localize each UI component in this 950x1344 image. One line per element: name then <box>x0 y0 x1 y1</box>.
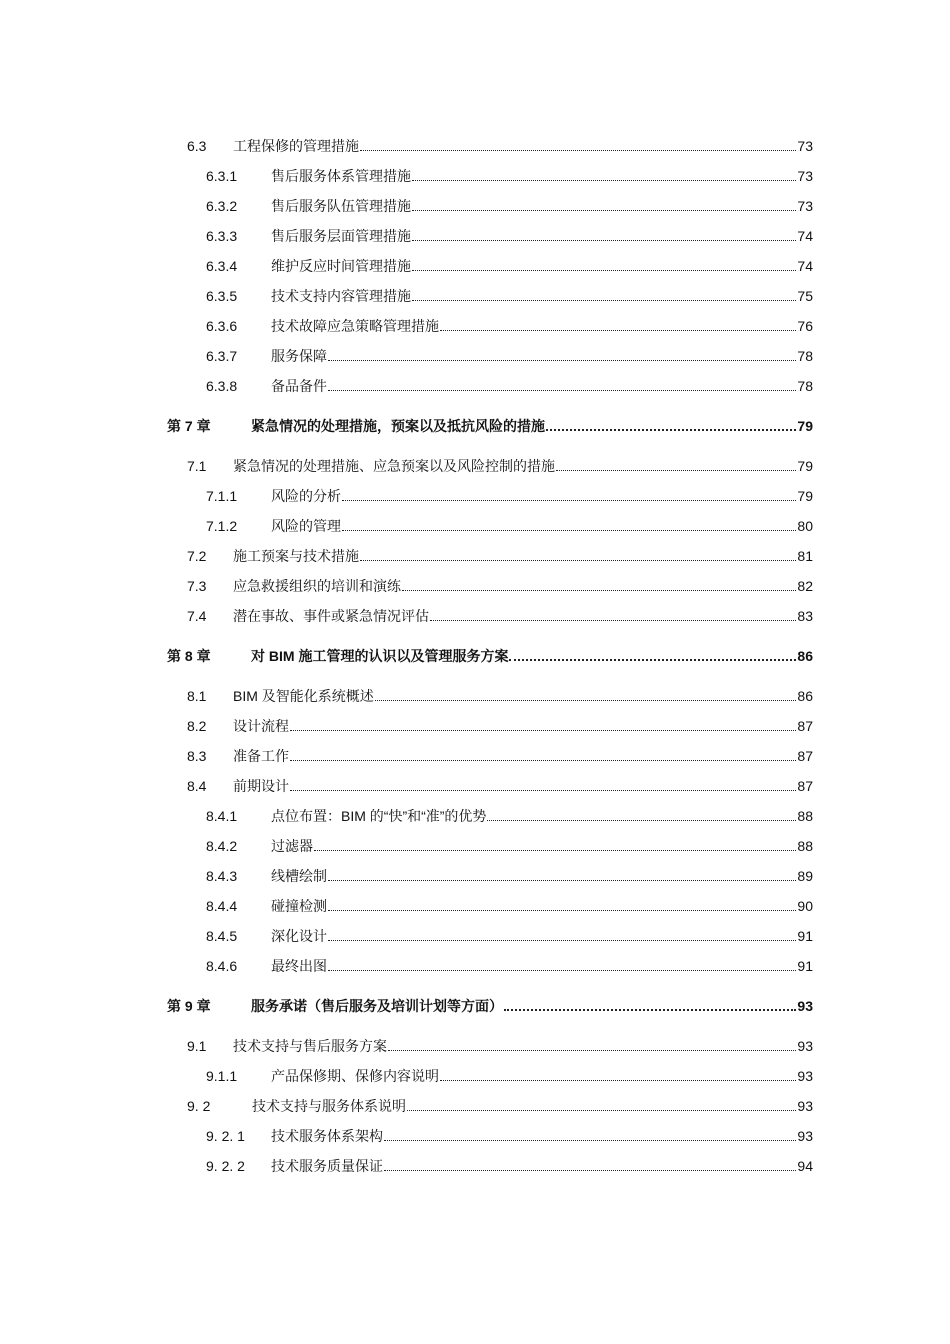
toc-title: 售后服务层面管理措施 <box>271 228 411 244</box>
toc-title: 紧急情况的处理措施、应急预案以及风险控制的措施 <box>233 458 555 474</box>
toc-title: 设计流程 <box>233 718 289 734</box>
toc-number: 9.1.1 <box>206 1068 238 1084</box>
toc-entry[interactable] <box>206 374 813 396</box>
toc-page-number: 94 <box>797 1158 813 1174</box>
toc-number: 6.3.5 <box>206 288 238 304</box>
toc-number: 9. 2. 1 <box>206 1128 245 1144</box>
toc-title: 线槽绘制 <box>271 868 327 884</box>
toc-number: 7.1 <box>187 458 207 474</box>
toc-page-number: 73 <box>797 138 813 154</box>
dot-leader <box>384 1170 796 1171</box>
toc-title: 前期设计 <box>233 778 289 794</box>
dot-leader <box>546 429 796 431</box>
toc-number: 7.4 <box>187 608 207 624</box>
dot-leader <box>509 659 796 661</box>
toc-entry[interactable] <box>187 714 813 736</box>
toc-page-number: 89 <box>797 868 813 884</box>
toc-title: 应急救援组织的培训和演练 <box>233 578 401 594</box>
toc-title: 最终出图 <box>271 958 327 974</box>
toc-page-number: 82 <box>797 578 813 594</box>
toc-entry[interactable] <box>187 134 813 156</box>
toc-page-number: 81 <box>797 548 813 564</box>
toc-page-number: 74 <box>797 258 813 274</box>
toc-number: 8.4.1 <box>206 808 238 824</box>
toc-title: 点位布置：BIM 的“快”和“准”的优势 <box>271 808 487 824</box>
toc-number: 8.4 <box>187 778 207 794</box>
toc-number: 7.1.2 <box>206 518 238 534</box>
toc-entry[interactable] <box>206 1154 813 1176</box>
toc-page-number: 88 <box>797 808 813 824</box>
dot-leader <box>430 620 796 621</box>
toc-entry[interactable] <box>206 804 813 826</box>
toc-title: 技术支持与售后服务方案 <box>233 1038 387 1054</box>
toc-number: 6.3.6 <box>206 318 238 334</box>
dot-leader <box>360 560 796 561</box>
toc-number: 8.4.2 <box>206 838 238 854</box>
toc-entry[interactable] <box>206 924 813 946</box>
toc-number: 6.3.1 <box>206 168 238 184</box>
toc-chapter-entry[interactable] <box>167 414 813 436</box>
toc-number: 6.3.8 <box>206 378 238 394</box>
toc-page-number: 83 <box>797 608 813 624</box>
toc-title: 产品保修期、保修内容说明 <box>271 1068 439 1084</box>
toc-page-number: 93 <box>797 1098 813 1114</box>
toc-page-number: 93 <box>797 1128 813 1144</box>
toc-entry[interactable] <box>206 1124 813 1146</box>
toc-page-number: 93 <box>797 998 813 1014</box>
toc-page-number: 90 <box>797 898 813 914</box>
toc-page-number: 86 <box>797 648 813 664</box>
toc-title: 技术支持与服务体系说明 <box>252 1098 406 1114</box>
toc-entry[interactable] <box>206 284 813 306</box>
dot-leader <box>290 760 796 761</box>
toc-chapter-title: 对 BIM 施工管理的认识以及管理服务方案 <box>251 648 509 664</box>
dot-leader <box>342 530 796 531</box>
toc-page-number: 93 <box>797 1038 813 1054</box>
toc-page-number: 78 <box>797 378 813 394</box>
toc-title: BIM 及智能化系统概述 <box>233 688 374 704</box>
toc-page-number: 73 <box>797 198 813 214</box>
dot-leader <box>412 300 796 301</box>
toc-number: 6.3 <box>187 138 207 154</box>
toc-page-number: 78 <box>797 348 813 364</box>
dot-leader <box>328 970 796 971</box>
toc-page-number: 80 <box>797 518 813 534</box>
dot-leader <box>402 590 796 591</box>
toc-entry[interactable] <box>206 484 813 506</box>
toc-title: 备品备件 <box>271 378 327 394</box>
toc-entry[interactable] <box>187 574 813 596</box>
dot-leader <box>440 330 796 331</box>
toc-title: 深化设计 <box>271 928 327 944</box>
toc-number: 6.3.4 <box>206 258 238 274</box>
dot-leader <box>412 180 796 181</box>
toc-number: 8.2 <box>187 718 207 734</box>
toc-title: 售后服务体系管理措施 <box>271 168 411 184</box>
dot-leader <box>328 880 796 881</box>
toc-number: 8.4.5 <box>206 928 238 944</box>
toc-chapter-title: 紧急情况的处理措施，预案以及抵抗风险的措施 <box>251 418 545 434</box>
toc-entry[interactable] <box>206 224 813 246</box>
dot-leader <box>342 500 796 501</box>
toc-page-number: 79 <box>797 488 813 504</box>
dot-leader <box>504 1009 796 1011</box>
dot-leader <box>440 1080 796 1081</box>
toc-number: 7.3 <box>187 578 207 594</box>
toc-number: 6.3.3 <box>206 228 238 244</box>
toc-number: 9.1 <box>187 1038 207 1054</box>
dot-leader <box>487 820 796 821</box>
toc-entry[interactable] <box>206 834 813 856</box>
dot-leader <box>407 1110 796 1111</box>
toc-title: 风险的分析 <box>271 488 341 504</box>
toc-entry[interactable] <box>187 544 813 566</box>
toc-number: 6.3.2 <box>206 198 238 214</box>
dot-leader <box>290 790 796 791</box>
toc-title: 售后服务队伍管理措施 <box>271 198 411 214</box>
toc-page-number: 76 <box>797 318 813 334</box>
toc-entry[interactable] <box>206 514 813 536</box>
toc-page-number: 93 <box>797 1068 813 1084</box>
dot-leader <box>328 360 796 361</box>
dot-leader <box>328 390 796 391</box>
toc-entry[interactable] <box>206 1064 813 1086</box>
toc-entry[interactable] <box>206 194 813 216</box>
toc-title: 技术支持内容管理措施 <box>271 288 411 304</box>
toc-entry[interactable] <box>206 894 813 916</box>
toc-entry[interactable] <box>206 864 813 886</box>
toc-title: 潜在事故、事件或紧急情况评估 <box>233 608 429 624</box>
toc-number: 8.4.6 <box>206 958 238 974</box>
toc-page-number: 87 <box>797 718 813 734</box>
toc-number: 8.1 <box>187 688 207 704</box>
toc-number: 8.4.3 <box>206 868 238 884</box>
toc-title: 过滤器 <box>271 838 313 854</box>
dot-leader <box>556 470 796 471</box>
toc-entry[interactable] <box>187 1094 813 1116</box>
toc-entry[interactable] <box>187 604 813 626</box>
toc-number: 8.3 <box>187 748 207 764</box>
toc-chapter-number: 第 8 章 <box>167 648 211 664</box>
dot-leader <box>290 730 796 731</box>
dot-leader <box>384 1140 796 1141</box>
toc-title: 工程保修的管理措施 <box>233 138 359 154</box>
toc-page-number: 91 <box>797 958 813 974</box>
dot-leader <box>375 700 797 701</box>
toc-page-number: 74 <box>797 228 813 244</box>
toc-entry[interactable] <box>187 744 813 766</box>
dot-leader <box>328 910 796 911</box>
toc-entry[interactable] <box>187 454 813 476</box>
toc-page-number: 87 <box>797 778 813 794</box>
toc-title: 技术故障应急策略管理措施 <box>271 318 439 334</box>
toc-title: 技术服务体系架构 <box>271 1128 383 1144</box>
dot-leader <box>412 240 796 241</box>
toc-chapter-entry[interactable] <box>167 994 813 1016</box>
toc-entry[interactable] <box>206 164 813 186</box>
toc-page-number: 79 <box>797 418 813 434</box>
dot-leader <box>314 850 796 851</box>
toc-title: 风险的管理 <box>271 518 341 534</box>
toc-page-number: 87 <box>797 748 813 764</box>
toc-title: 施工预案与技术措施 <box>233 548 359 564</box>
toc-entry[interactable] <box>187 684 813 706</box>
toc-number: 9. 2. 2 <box>206 1158 245 1174</box>
toc-chapter-number: 第 7 章 <box>167 418 211 434</box>
toc-page-number: 73 <box>797 168 813 184</box>
toc-page-number: 79 <box>797 458 813 474</box>
dot-leader <box>412 270 796 271</box>
toc-title: 碰撞检测 <box>271 898 327 914</box>
toc-page-number: 86 <box>797 688 813 704</box>
toc-number: 9. 2 <box>187 1098 211 1114</box>
toc-page-number: 91 <box>797 928 813 944</box>
dot-leader <box>328 940 796 941</box>
dot-leader <box>412 210 796 211</box>
toc-title: 技术服务质量保证 <box>271 1158 383 1174</box>
toc-chapter-title: 服务承诺（售后服务及培训计划等方面） <box>251 998 503 1014</box>
toc-entry[interactable] <box>206 254 813 276</box>
toc-entry[interactable] <box>206 344 813 366</box>
toc-chapter-number: 第 9 章 <box>167 998 211 1014</box>
toc-entry[interactable] <box>187 1034 813 1056</box>
toc-page-number: 88 <box>797 838 813 854</box>
dot-leader <box>388 1050 796 1051</box>
toc-number: 6.3.7 <box>206 348 238 364</box>
toc-page-number: 75 <box>797 288 813 304</box>
toc-chapter-entry[interactable] <box>167 644 813 666</box>
toc-number: 7.2 <box>187 548 207 564</box>
toc-entry[interactable] <box>187 774 813 796</box>
toc-number: 7.1.1 <box>206 488 238 504</box>
toc-title: 服务保障 <box>271 348 327 364</box>
toc-entry[interactable] <box>206 954 813 976</box>
dot-leader <box>360 150 796 151</box>
toc-title: 维护反应时间管理措施 <box>271 258 411 274</box>
toc-number: 8.4.4 <box>206 898 238 914</box>
toc-entry[interactable] <box>206 314 813 336</box>
toc-title: 准备工作 <box>233 748 289 764</box>
